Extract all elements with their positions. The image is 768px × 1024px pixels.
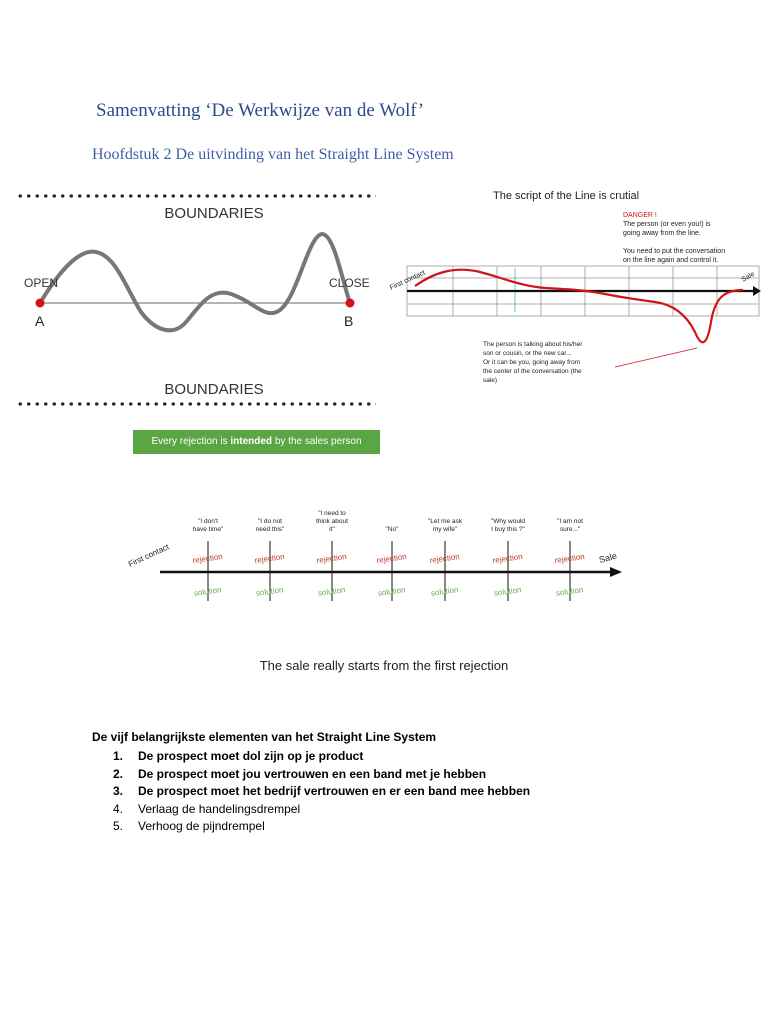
list-item-number: 2. <box>113 766 124 781</box>
solution-label: solution <box>255 585 284 598</box>
close-point-dot <box>346 299 355 308</box>
rejection-label: rejection <box>492 551 524 566</box>
danger-line: You need to put the conversation <box>623 248 726 255</box>
objection-quote <box>428 518 463 533</box>
point-a-label: A <box>35 313 45 329</box>
open-point-dot <box>36 299 45 308</box>
objection-quote-line: sure..." <box>559 526 581 533</box>
banner-text-start: Every rejection is <box>151 436 231 447</box>
conversation-curve <box>40 234 350 330</box>
objection-quote-line: "I do not <box>258 518 282 525</box>
solution-label: solution <box>430 585 459 598</box>
banner-text-end: by the sales person <box>272 436 362 447</box>
objection-quote-line: think about <box>316 518 348 525</box>
rejection-start-label: First contact <box>127 542 171 569</box>
danger-line: on the line again and control it. <box>623 257 719 264</box>
objection-quote <box>557 518 583 533</box>
elements-heading: De vijf belangrijkste elementen van het Straight Line System <box>92 730 437 744</box>
objection-quote <box>256 518 285 533</box>
note-line: son or cousin, or the new car... <box>483 350 572 357</box>
document-title: Samenvatting ‘De Werkwijze van de Wolf’ <box>96 100 425 121</box>
list-item-text: Verlaag de handelingsdrempel <box>138 801 301 816</box>
rejection-label: rejection <box>254 551 286 566</box>
banner-text-bold: intended <box>230 436 273 447</box>
list-item-number: 4. <box>113 801 124 816</box>
list-item-text: Verhoog de pijndrempel <box>138 819 265 833</box>
note-pointer-line <box>615 348 697 367</box>
objection-quote-line: it" <box>329 526 335 533</box>
solution-label: solution <box>377 585 406 598</box>
rejection-label: rejection <box>192 551 224 566</box>
rejection-end-label: Sale <box>597 550 618 565</box>
list-item-number: 5. <box>113 819 124 833</box>
objection-groups <box>192 510 585 601</box>
objection-quote-line: "Let me ask <box>427 518 463 525</box>
list-item-text: De prospect moet het bedrijf vertrouwen en er een band mee hebben <box>138 784 531 798</box>
script-start-label: First contact <box>388 269 427 292</box>
objection-quote-line: "Why would <box>490 518 526 525</box>
rejection-banner <box>133 430 380 454</box>
script-note <box>483 341 584 384</box>
objection-quote <box>316 510 348 533</box>
objection-marker <box>491 518 526 601</box>
list-item-text: De prospect moet dol zijn op je product <box>138 749 364 763</box>
rejection-label: rejection <box>316 551 348 566</box>
script-of-line-diagram <box>385 182 765 402</box>
note-line: The person is talking about his/her <box>483 341 583 348</box>
objection-quote-line: "I need to <box>318 510 346 517</box>
list-item-number: 3. <box>113 784 124 798</box>
rejection-arrowhead <box>610 567 622 577</box>
boundaries-bottom-label: BOUNDARIES <box>164 381 264 398</box>
objection-quote-line: need this" <box>255 526 285 533</box>
objection-marker <box>316 510 348 601</box>
objection-quote-line: "I am not <box>557 518 583 525</box>
objection-quote <box>386 526 400 533</box>
elements-list <box>92 748 530 836</box>
note-line: Or it can be you, going away from <box>483 359 581 366</box>
list-item-number: 1. <box>113 749 124 763</box>
note-line: sale) <box>483 377 498 384</box>
list-item <box>92 818 530 836</box>
script-arrowhead <box>753 286 761 296</box>
objection-quote-line: "No" <box>385 526 399 533</box>
boundary-dots-top <box>16 193 376 199</box>
solution-label: solution <box>493 585 522 598</box>
rejection-diagram <box>120 505 640 615</box>
boundaries-top-label: BOUNDARIES <box>164 205 264 222</box>
objection-quote-line: have time" <box>192 526 224 533</box>
document-subtitle: Hoofdstuk 2 De uitvinding van het Straight Line System <box>92 146 454 163</box>
close-label: CLOSE <box>329 276 370 290</box>
list-item <box>92 748 530 766</box>
list-item <box>92 766 530 784</box>
danger-line: going away from the line. <box>623 230 701 237</box>
script-end-label: Sale <box>740 270 757 284</box>
objection-marker <box>254 518 285 601</box>
objection-marker <box>192 518 224 601</box>
rejection-label: rejection <box>429 551 461 566</box>
script-figure-title: The script of the Line is crutial <box>493 190 640 202</box>
open-label: OPEN <box>24 276 59 290</box>
list-item <box>92 801 530 819</box>
objection-quote <box>491 518 526 533</box>
solution-label: solution <box>317 585 346 598</box>
solution-label: solution <box>555 585 584 598</box>
danger-title: DANGER ! <box>623 212 657 219</box>
objection-quote <box>193 518 224 533</box>
objection-marker <box>376 526 407 601</box>
objection-quote-line: "I don't <box>198 518 218 525</box>
objection-quote-line: I buy this ?" <box>491 526 525 533</box>
boundaries-diagram <box>16 200 376 400</box>
rejection-label: rejection <box>376 551 408 566</box>
rejection-label: rejection <box>554 551 586 566</box>
script-conversation-curve <box>415 270 743 343</box>
figure-caption: The sale really starts from the first rejection <box>259 658 509 673</box>
danger-line: The person (or even you!) is <box>623 221 711 228</box>
list-item <box>92 783 530 801</box>
point-b-label: B <box>344 313 354 329</box>
solution-label: solution <box>193 585 222 598</box>
danger-text <box>623 221 727 264</box>
boundary-dots-bottom <box>16 401 376 407</box>
note-line: the center of the conversation (the <box>483 368 582 375</box>
objection-marker <box>428 518 463 601</box>
list-item-text: De prospect moet jou vertrouwen en een band met je hebben <box>138 766 487 781</box>
objection-quote-line: my wife" <box>432 526 458 533</box>
objection-marker <box>554 518 585 601</box>
